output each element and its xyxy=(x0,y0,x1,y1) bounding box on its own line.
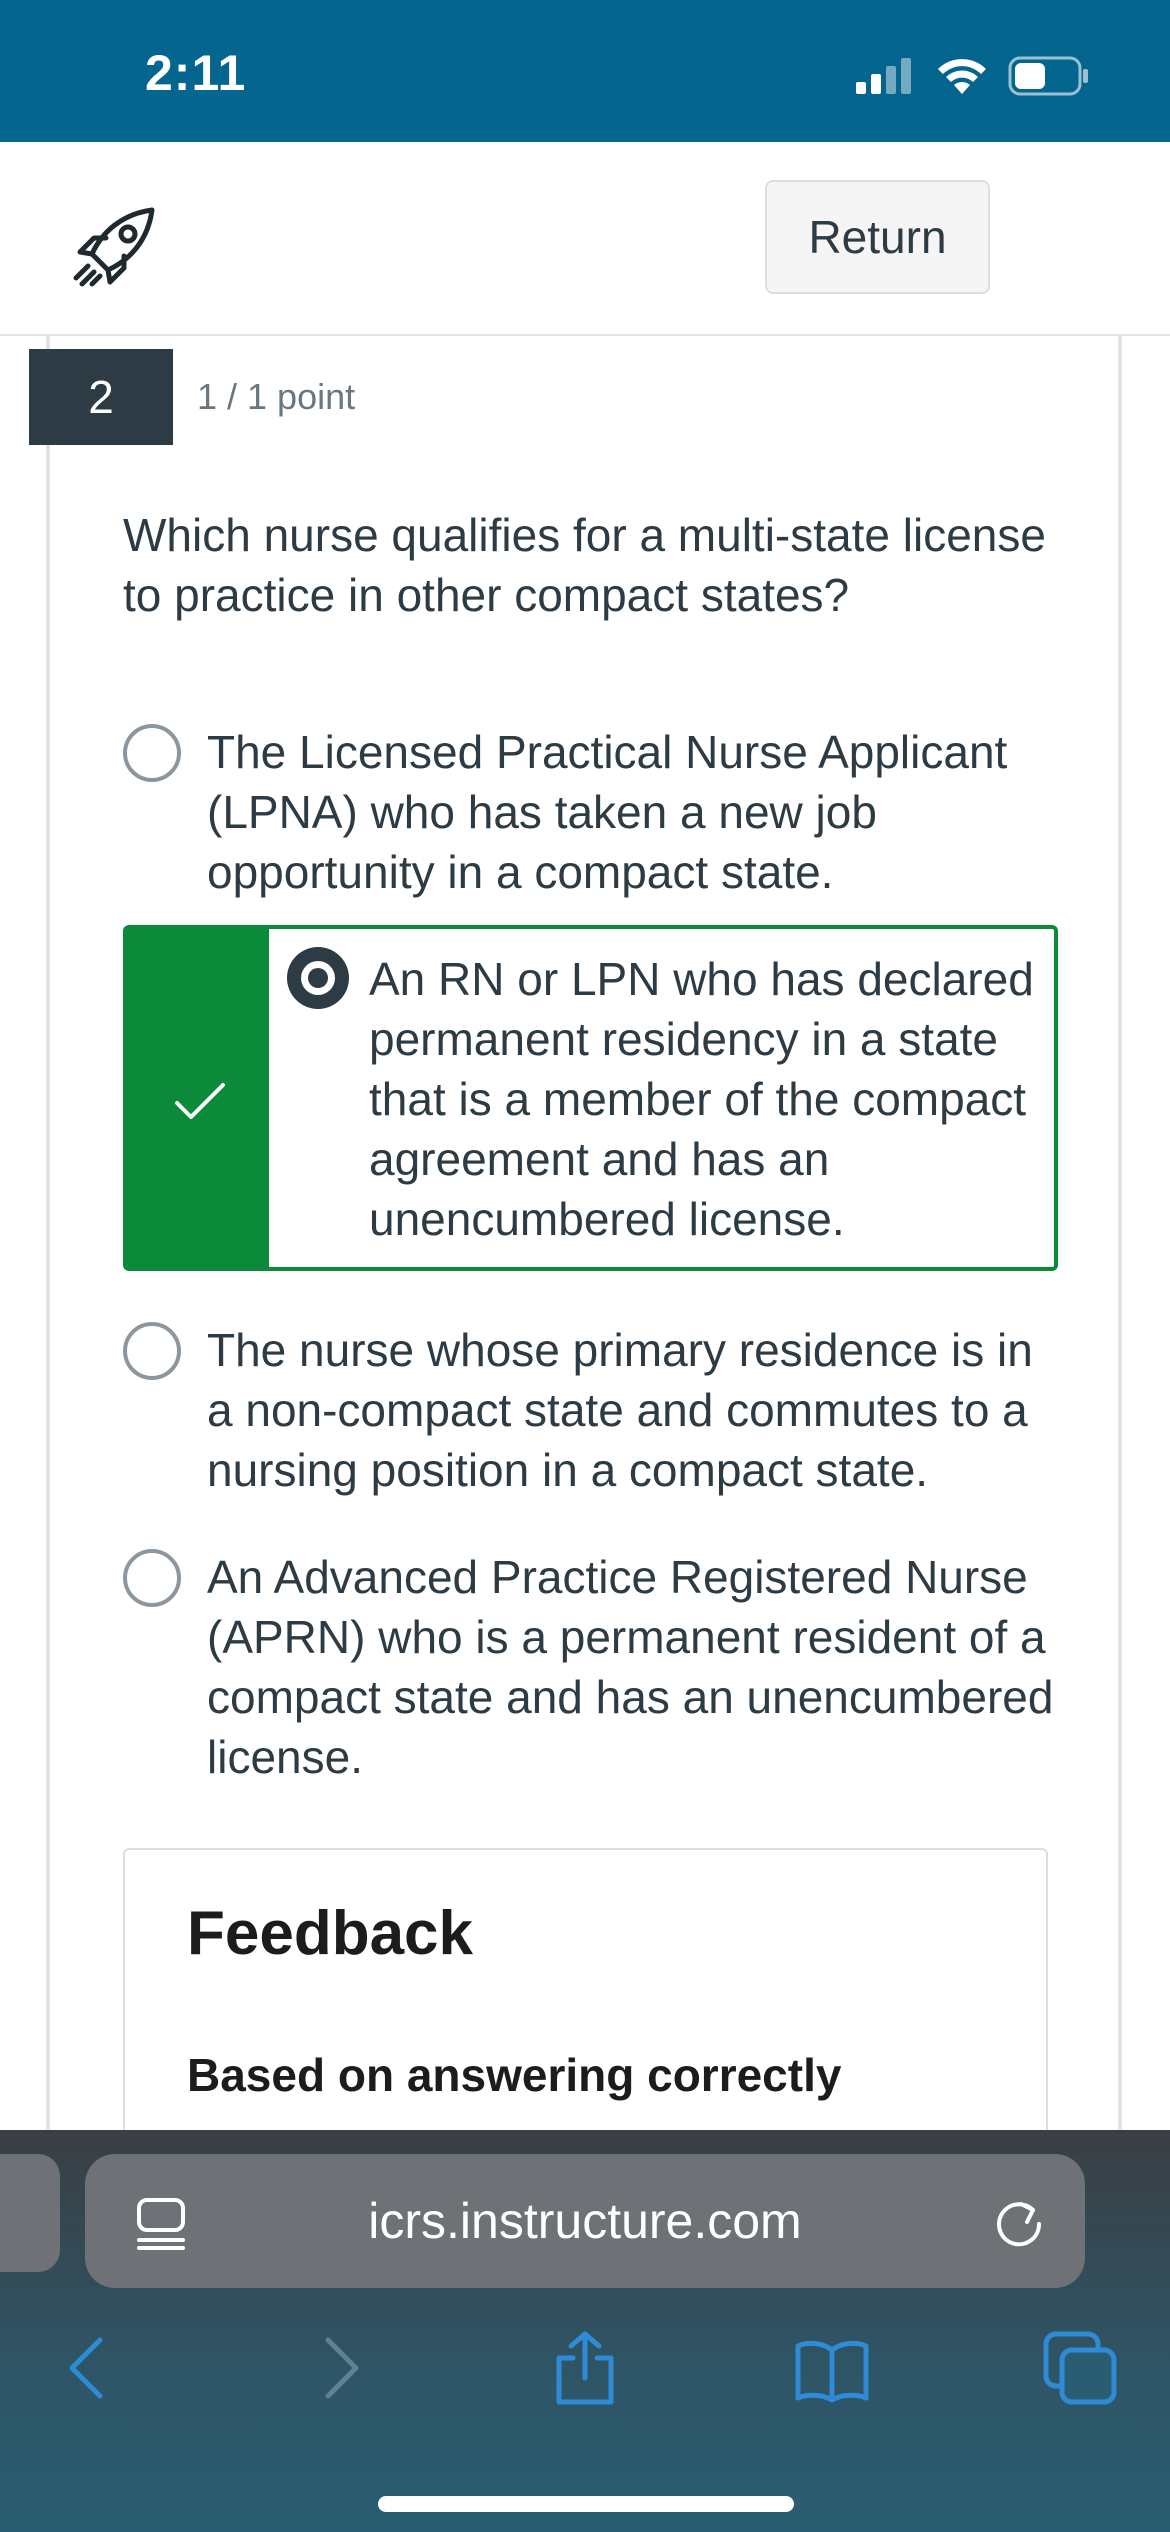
forward-icon[interactable] xyxy=(300,2328,380,2408)
answer-text: An Advanced Practice Registered Nurse (APRN) who is a permanent resident of a compact state and has an unencumbered license. xyxy=(207,1551,1054,1783)
answer-option[interactable] xyxy=(123,1320,1063,1500)
browser-toolbar xyxy=(0,2130,1170,2532)
share-icon[interactable] xyxy=(545,2328,625,2408)
radio-button[interactable] xyxy=(123,1549,181,1607)
feedback-title: Feedback xyxy=(187,1899,474,1968)
answer-option-correct[interactable] xyxy=(123,925,1058,1271)
feedback-panel xyxy=(123,1848,1048,2168)
cellular-signal-icon xyxy=(856,58,914,94)
back-icon[interactable] xyxy=(48,2328,128,2408)
status-time: 2:11 xyxy=(145,45,247,101)
check-icon xyxy=(173,1079,227,1123)
status-bar xyxy=(0,0,1170,142)
answer-option[interactable] xyxy=(123,1547,1063,1787)
feedback-subtitle: Based on answering correctly xyxy=(187,2049,842,2101)
answer-option[interactable] xyxy=(123,722,1063,902)
question-points: 1 / 1 point xyxy=(197,376,356,417)
radio-button[interactable] xyxy=(123,1322,181,1380)
question-text: Which nurse qualifies for a multi-state license to practice in other compact states? xyxy=(123,509,1046,621)
answer-text: The nurse whose primary residence is in a non-compact state and commutes to a nursing position in a compact state. xyxy=(207,1324,1033,1496)
radio-button[interactable] xyxy=(123,724,181,782)
quiz-header xyxy=(0,142,1170,336)
url-text[interactable]: icrs.instructure.com xyxy=(368,2193,802,2249)
answer-text: An RN or LPN who has declared permanent residency in a state that is a member of the compact agreement and has an unencumbered license. xyxy=(369,953,1034,1245)
card-border xyxy=(1118,336,1122,2130)
previous-tab[interactable] xyxy=(0,2154,60,2272)
battery-icon xyxy=(1008,56,1090,96)
home-indicator[interactable] xyxy=(378,2496,794,2512)
tabs-icon[interactable] xyxy=(1040,2328,1120,2408)
radio-button-selected[interactable] xyxy=(287,947,349,1009)
correct-indicator xyxy=(127,929,269,1267)
card-border xyxy=(46,336,50,2130)
rocket-icon xyxy=(70,202,160,292)
question-number: 2 xyxy=(29,349,173,445)
bookmarks-icon[interactable] xyxy=(792,2328,872,2408)
return-button[interactable]: Return xyxy=(765,180,990,294)
reload-icon[interactable] xyxy=(993,2196,1045,2248)
address-bar[interactable] xyxy=(85,2154,1085,2288)
wifi-icon xyxy=(935,56,989,96)
answer-text: The Licensed Practical Nurse Applicant (LPNA) who has taken a new job opportunity in a compact state. xyxy=(207,726,1008,898)
